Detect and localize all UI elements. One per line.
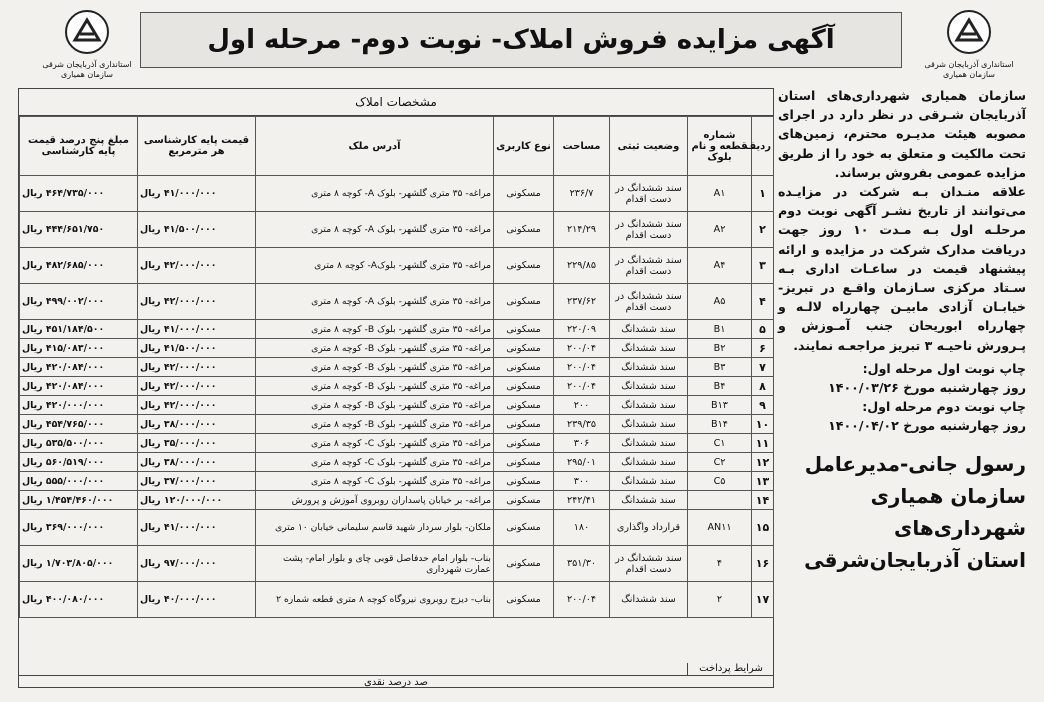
properties-table bbox=[19, 116, 774, 618]
row-number-cell: ۱۴ bbox=[752, 491, 774, 510]
logo-caption-line2: سازمان همیاری bbox=[943, 70, 995, 79]
area-cell: ۲۱۴/۲۹ bbox=[554, 212, 610, 248]
address-cell: ملکان- بلوار سردار شهید قاسم سلیمانی خیابان ۱۰ متری bbox=[256, 510, 494, 546]
column-header: قیمت پایه کارشناسی هر مترمربع bbox=[138, 117, 256, 176]
registration-status-cell: سند ششدانگ bbox=[610, 358, 688, 377]
announcement-text bbox=[778, 86, 1026, 576]
logo-left bbox=[22, 6, 152, 84]
plot-number-cell: B۳ bbox=[688, 358, 752, 377]
row-number-cell: ۹ bbox=[752, 396, 774, 415]
registration-status-cell: سند ششدانگ bbox=[610, 339, 688, 358]
address-cell: مراغه- ۳۵ متری گلشهر- بلوک A- کوچه ۸ متری bbox=[256, 212, 494, 248]
address-cell: مراغه- ۳۵ متری گلشهر- بلوک C- کوچه ۸ متری bbox=[256, 453, 494, 472]
plot-number-cell: B۱۴ bbox=[688, 415, 752, 434]
column-header: شماره قطعه و نام بلوک bbox=[688, 117, 752, 176]
address-cell: مراغه- ۳۵ متری گلشهر- بلوک B- کوچه ۸ متری bbox=[256, 358, 494, 377]
signature-line-3: استان آذربایجان‌شرقی bbox=[804, 547, 1026, 572]
column-header: ردیف bbox=[752, 117, 774, 176]
base-price-per-sqm-cell: ۳۸/۰۰۰/۰۰۰ ریال bbox=[138, 415, 256, 434]
area-cell: ۲۳۹/۳۵ bbox=[554, 415, 610, 434]
base-price-per-sqm-cell: ۴۱/۰۰۰/۰۰۰ ریال bbox=[138, 510, 256, 546]
area-cell: ۲۰۰ bbox=[554, 396, 610, 415]
payment-terms-label: شرایط پرداخت bbox=[687, 663, 774, 675]
registration-status-cell: سند ششدانگ bbox=[610, 396, 688, 415]
signature-block bbox=[778, 448, 1026, 576]
address-cell: مراغه- ۳۵ متری گلشهر- بلوک B- کوچه ۸ متری bbox=[256, 415, 494, 434]
land-use-cell: مسکونی bbox=[494, 396, 554, 415]
address-cell: مراغه- ۳۵ متری گلشهر- بلوک A- کوچه ۸ متری bbox=[256, 176, 494, 212]
address-cell: مراغه- ۳۵ متری گلشهر- بلوک B- کوچه ۸ متری bbox=[256, 396, 494, 415]
address-cell: مراغه- بر خیابان پاسداران روبروی آموزش و پرورش bbox=[256, 491, 494, 510]
logo-right bbox=[904, 6, 1034, 84]
payment-terms bbox=[18, 663, 774, 688]
announcement-paragraph-2: علاقه منـدان بـه شرکت در مزایـده می‌توانند از تاریخ نشـر آگهی نوبت دوم مرحلـه اول بـه مـدت ۱۰ روز جهت دریافت مدارک شرکت در مزایده و ارائه پیشنهاد قیمت در ساعـات اداری بـه سـتاد مرکزی سـازمان واقـع در تبریز- خیابـان آزادی مابیـن چهارراه لالـه و چهارراه ابوریحان جنب آمـوزش و پـرورش ناحیـه ۳ تبریز مراجعـه نمایند. bbox=[778, 184, 1026, 353]
base-price-per-sqm-cell: ۳۵/۰۰۰/۰۰۰ ریال bbox=[138, 434, 256, 453]
area-cell: ۳۰۶ bbox=[554, 434, 610, 453]
table-row bbox=[20, 284, 774, 320]
table-row bbox=[20, 396, 774, 415]
base-price-per-sqm-cell: ۴۲/۰۰۰/۰۰۰ ریال bbox=[138, 377, 256, 396]
area-cell: ۲۰۰/۰۴ bbox=[554, 358, 610, 377]
land-use-cell: مسکونی bbox=[494, 453, 554, 472]
date1-label: چاپ نوبت اول مرحله اول: bbox=[862, 360, 1026, 376]
row-number-cell: ۵ bbox=[752, 320, 774, 339]
address-cell: مراغه- ۳۵ متری گلشهر- بلوک C- کوچه ۸ متری bbox=[256, 472, 494, 491]
base-price-per-sqm-cell: ۴۱/۵۰۰/۰۰۰ ریال bbox=[138, 212, 256, 248]
address-cell: مراغه- ۳۵ متری گلشهر- بلوک A- کوچه ۸ متری bbox=[256, 284, 494, 320]
deposit-amount-cell: ۴۲۰/۰۸۴/۰۰۰ ریال bbox=[20, 377, 138, 396]
base-price-per-sqm-cell: ۴۲/۰۰۰/۰۰۰ ریال bbox=[138, 284, 256, 320]
plot-number-cell: C۵ bbox=[688, 472, 752, 491]
deposit-amount-cell: ۴۵۱/۱۸۴/۵۰۰ ریال bbox=[20, 320, 138, 339]
base-price-per-sqm-cell: ۴۱/۵۰۰/۰۰۰ ریال bbox=[138, 339, 256, 358]
table-row bbox=[20, 212, 774, 248]
row-number-cell: ۶ bbox=[752, 339, 774, 358]
deposit-amount-cell: ۳۶۹/۰۰۰/۰۰۰ ریال bbox=[20, 510, 138, 546]
registration-status-cell: سند ششدانگ bbox=[610, 472, 688, 491]
table-row bbox=[20, 339, 774, 358]
row-number-cell: ۱۵ bbox=[752, 510, 774, 546]
row-number-cell: ۱۶ bbox=[752, 546, 774, 582]
plot-number-cell: B۴ bbox=[688, 377, 752, 396]
registration-status-cell: سند ششدانگ bbox=[610, 415, 688, 434]
base-price-per-sqm-cell: ۱۲۰/۰۰۰/۰۰۰ ریال bbox=[138, 491, 256, 510]
land-use-cell: مسکونی bbox=[494, 176, 554, 212]
plot-number-cell: C۲ bbox=[688, 453, 752, 472]
logo-caption-line1: استانداری آذربایجان شرقی bbox=[42, 60, 132, 69]
table-row bbox=[20, 377, 774, 396]
address-cell: مراغه- ۳۵ متری گلشهر- بلوک B- کوچه ۸ متری bbox=[256, 320, 494, 339]
table-row bbox=[20, 453, 774, 472]
land-use-cell: مسکونی bbox=[494, 434, 554, 453]
table-row bbox=[20, 176, 774, 212]
deposit-amount-cell: ۵۵۵/۰۰۰/۰۰۰ ریال bbox=[20, 472, 138, 491]
table-row bbox=[20, 472, 774, 491]
registration-status-cell: سند ششدانگ در دست اقدام bbox=[610, 176, 688, 212]
deposit-amount-cell: ۱/۷۰۳/۸۰۵/۰۰۰ ریال bbox=[20, 546, 138, 582]
column-header: نوع کاربری bbox=[494, 117, 554, 176]
deposit-amount-cell: ۴۲۰/۰۸۴/۰۰۰ ریال bbox=[20, 358, 138, 377]
plot-number-cell: B۲ bbox=[688, 339, 752, 358]
land-use-cell: مسکونی bbox=[494, 358, 554, 377]
table-row bbox=[20, 415, 774, 434]
plot-number-cell: ۴ bbox=[688, 546, 752, 582]
registration-status-cell: سند ششدانگ در دست اقدام bbox=[610, 212, 688, 248]
table-header-row bbox=[20, 117, 774, 176]
land-use-cell: مسکونی bbox=[494, 491, 554, 510]
table-row bbox=[20, 358, 774, 377]
plot-number-cell: A۵ bbox=[688, 284, 752, 320]
base-price-per-sqm-cell: ۴۲/۰۰۰/۰۰۰ ریال bbox=[138, 358, 256, 377]
plot-number-cell: A۲ bbox=[688, 212, 752, 248]
plot-number-cell: B۱۳ bbox=[688, 396, 752, 415]
table-row bbox=[20, 510, 774, 546]
deposit-amount-cell: ۱/۴۵۴/۴۶۰/۰۰۰ ریال bbox=[20, 491, 138, 510]
registration-status-cell: سند ششدانگ bbox=[610, 434, 688, 453]
base-price-per-sqm-cell: ۴۱/۰۰۰/۰۰۰ ریال bbox=[138, 176, 256, 212]
registration-status-cell: سند ششدانگ bbox=[610, 491, 688, 510]
area-cell: ۲۰۰/۰۴ bbox=[554, 377, 610, 396]
registration-status-cell: سند ششدانگ bbox=[610, 320, 688, 339]
row-number-cell: ۱۳ bbox=[752, 472, 774, 491]
area-cell: ۲۲۹/۸۵ bbox=[554, 248, 610, 284]
area-cell: ۲۳۷/۶۲ bbox=[554, 284, 610, 320]
land-use-cell: مسکونی bbox=[494, 415, 554, 434]
deposit-amount-cell: ۵۳۵/۵۰۰/۰۰۰ ریال bbox=[20, 434, 138, 453]
row-number-cell: ۱۱ bbox=[752, 434, 774, 453]
table-body bbox=[20, 176, 774, 618]
address-cell: مراغه- ۳۵ متری گلشهر- بلوک B- کوچه ۸ متری bbox=[256, 339, 494, 358]
base-price-per-sqm-cell: ۴۱/۰۰۰/۰۰۰ ریال bbox=[138, 320, 256, 339]
base-price-per-sqm-cell: ۳۸/۰۰۰/۰۰۰ ریال bbox=[138, 453, 256, 472]
address-cell: بناب- بلوار امام حدفاصل قوبی چای و بلوار امام- پشت عمارت شهرداری bbox=[256, 546, 494, 582]
row-number-cell: ۳ bbox=[752, 248, 774, 284]
organization-logo-icon bbox=[65, 10, 109, 54]
payment-terms-value: صد درصد نقدی bbox=[18, 675, 774, 689]
plot-number-cell: B۱ bbox=[688, 320, 752, 339]
base-price-per-sqm-cell: ۳۷/۰۰۰/۰۰۰ ریال bbox=[138, 472, 256, 491]
deposit-amount-cell: ۴۴۴/۶۵۱/۷۵۰ ریال bbox=[20, 212, 138, 248]
table-row bbox=[20, 491, 774, 510]
deposit-amount-cell: ۴۱۵/۰۸۳/۰۰۰ ریال bbox=[20, 339, 138, 358]
plot-number-cell: C۱ bbox=[688, 434, 752, 453]
properties-table-container bbox=[18, 88, 774, 688]
table-row bbox=[20, 320, 774, 339]
table-row bbox=[20, 582, 774, 618]
column-header: مبلغ پنج درصد قیمت پایه کارشناسی bbox=[20, 117, 138, 176]
publication-dates bbox=[778, 359, 1026, 436]
deposit-amount-cell: ۴۶۴/۷۳۵/۰۰۰ ریال bbox=[20, 176, 138, 212]
logo-caption-line1: استانداری آذربایجان شرقی bbox=[924, 60, 1014, 69]
land-use-cell: مسکونی bbox=[494, 546, 554, 582]
land-use-cell: مسکونی bbox=[494, 510, 554, 546]
deposit-amount-cell: ۴۹۹/۰۰۲/۰۰۰ ریال bbox=[20, 284, 138, 320]
deposit-amount-cell: ۴۰۰/۰۸۰/۰۰۰ ریال bbox=[20, 582, 138, 618]
address-cell: مراغه- ۳۵ متری گلشهر- بلوکA- کوچه ۸ متری bbox=[256, 248, 494, 284]
table-row bbox=[20, 434, 774, 453]
plot-number-cell bbox=[688, 491, 752, 510]
land-use-cell: مسکونی bbox=[494, 248, 554, 284]
date2-label: چاپ نوبت دوم مرحله اول: bbox=[862, 399, 1026, 415]
table-row bbox=[20, 248, 774, 284]
date2-value: روز چهارشنبه مورخ ۱۴۰۰/۰۴/۰۲ bbox=[828, 418, 1026, 434]
registration-status-cell: سند ششدانگ در دست اقدام bbox=[610, 546, 688, 582]
address-cell: مراغه- ۳۵ متری گلشهر- بلوک B- کوچه ۸ متری bbox=[256, 377, 494, 396]
base-price-per-sqm-cell: ۹۷/۰۰۰/۰۰۰ ریال bbox=[138, 546, 256, 582]
page-title: آگهی مزایده فروش املاک- نوبت دوم- مرحله اول bbox=[207, 25, 835, 55]
column-header: وضعیت ثبتی bbox=[610, 117, 688, 176]
area-cell: ۲۰۰/۰۴ bbox=[554, 339, 610, 358]
area-cell: ۲۹۵/۰۱ bbox=[554, 453, 610, 472]
row-number-cell: ۱ bbox=[752, 176, 774, 212]
land-use-cell: مسکونی bbox=[494, 582, 554, 618]
row-number-cell: ۱۲ bbox=[752, 453, 774, 472]
logo-caption-line2: سازمان همیاری bbox=[61, 70, 113, 79]
row-number-cell: ۱۷ bbox=[752, 582, 774, 618]
plot-number-cell: ۲ bbox=[688, 582, 752, 618]
address-cell: مراغه- ۳۵ متری گلشهر- بلوک C- کوچه ۸ متری bbox=[256, 434, 494, 453]
registration-status-cell: سند ششدانگ bbox=[610, 377, 688, 396]
base-price-per-sqm-cell: ۴۲/۰۰۰/۰۰۰ ریال bbox=[138, 248, 256, 284]
table-row bbox=[20, 546, 774, 582]
area-cell: ۲۳۶/۷ bbox=[554, 176, 610, 212]
date1-value: روز چهارشنبه مورخ ۱۴۰۰/۰۳/۲۶ bbox=[828, 380, 1026, 396]
land-use-cell: مسکونی bbox=[494, 212, 554, 248]
row-number-cell: ۱۰ bbox=[752, 415, 774, 434]
row-number-cell: ۸ bbox=[752, 377, 774, 396]
land-use-cell: مسکونی bbox=[494, 339, 554, 358]
area-cell: ۲۴۲/۴۱ bbox=[554, 491, 610, 510]
land-use-cell: مسکونی bbox=[494, 377, 554, 396]
address-cell: بناب- دیزج روبروی نیروگاه کوچه ۸ متری قطعه شماره ۲ bbox=[256, 582, 494, 618]
organization-logo-icon bbox=[947, 10, 991, 54]
signature-line-1: رسول جانی-مدیرعامل bbox=[804, 451, 1026, 476]
title-box bbox=[140, 12, 902, 68]
base-price-per-sqm-cell: ۴۰/۰۰۰/۰۰۰ ریال bbox=[138, 582, 256, 618]
plot-number-cell: AN۱۱ bbox=[688, 510, 752, 546]
land-use-cell: مسکونی bbox=[494, 472, 554, 491]
table-caption: مشخصات املاک bbox=[19, 89, 773, 116]
signature-line-2: سازمان همیاری شهرداری‌های bbox=[870, 483, 1026, 540]
base-price-per-sqm-cell: ۴۲/۰۰۰/۰۰۰ ریال bbox=[138, 396, 256, 415]
registration-status-cell: سند ششدانگ bbox=[610, 582, 688, 618]
deposit-amount-cell: ۴۵۴/۷۶۵/۰۰۰ ریال bbox=[20, 415, 138, 434]
area-cell: ۳۰۰ bbox=[554, 472, 610, 491]
column-header: آدرس ملک bbox=[256, 117, 494, 176]
plot-number-cell: A۱ bbox=[688, 176, 752, 212]
deposit-amount-cell: ۴۸۲/۶۸۵/۰۰۰ ریال bbox=[20, 248, 138, 284]
registration-status-cell: سند ششدانگ در دست اقدام bbox=[610, 248, 688, 284]
area-cell: ۲۲۰/۰۹ bbox=[554, 320, 610, 339]
registration-status-cell: سند ششدانگ در دست اقدام bbox=[610, 284, 688, 320]
area-cell: ۱۸۰ bbox=[554, 510, 610, 546]
plot-number-cell: A۴ bbox=[688, 248, 752, 284]
area-cell: ۳۵۱/۳۰ bbox=[554, 546, 610, 582]
row-number-cell: ۲ bbox=[752, 212, 774, 248]
announcement-paragraph-1: سازمان همیاری شهرداری‌های استان آذربایجان شـرقی در نظر دارد در اجرای مصوبه هیئت مدیـره محترم، زمین‌های تحت مالکیت و متعلق به خود را از طریق مزایده عمومی بفروش برساند. bbox=[778, 88, 1026, 180]
deposit-amount-cell: ۴۲۰/۰۰۰/۰۰۰ ریال bbox=[20, 396, 138, 415]
row-number-cell: ۷ bbox=[752, 358, 774, 377]
registration-status-cell: قرارداد واگذاری bbox=[610, 510, 688, 546]
row-number-cell: ۴ bbox=[752, 284, 774, 320]
land-use-cell: مسکونی bbox=[494, 320, 554, 339]
column-header: مساحت bbox=[554, 117, 610, 176]
registration-status-cell: سند ششدانگ bbox=[610, 453, 688, 472]
area-cell: ۲۰۰/۰۴ bbox=[554, 582, 610, 618]
deposit-amount-cell: ۵۶۰/۵۱۹/۰۰۰ ریال bbox=[20, 453, 138, 472]
land-use-cell: مسکونی bbox=[494, 284, 554, 320]
